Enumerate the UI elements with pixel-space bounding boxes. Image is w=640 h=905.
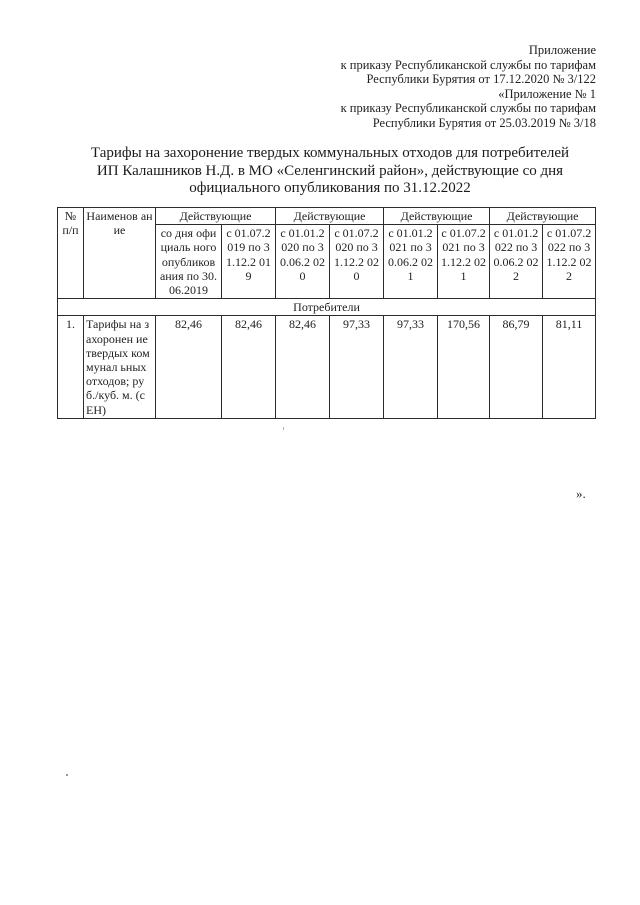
- group-header: Действующие: [384, 208, 490, 225]
- tariff-value: 81,11: [543, 316, 596, 418]
- row-name: Тарифы на захоронен ие твердых коммунал ьных отходов; руб./куб. м. (с ЕН): [84, 316, 156, 418]
- period-header: с 01.07.2 021 по 31.12.2 021: [438, 225, 490, 299]
- section-row: [58, 299, 596, 316]
- group-header: Действующие: [490, 208, 596, 225]
- tariff-value: 86,79: [490, 316, 543, 418]
- title-line: Тарифы на захоронение твердых коммунальных отходов для потребителей: [90, 145, 570, 161]
- table-row: [58, 316, 596, 418]
- appendix-line: к приказу Республиканской службы по тарифам: [340, 101, 596, 116]
- appendix-line: Республики Бурятия от 25.03.2019 № 3/18: [372, 115, 596, 130]
- title-line: ИП Калашников Н.Д. в МО «Селенгинский район», действующие со дня: [96, 162, 564, 179]
- tariff-value: 97,33: [384, 316, 438, 418]
- name-column-header: Наименов ание: [84, 208, 156, 299]
- tariff-value: 82,46: [156, 316, 222, 418]
- scan-speck: [66, 774, 68, 776]
- row-number: 1.: [58, 316, 84, 418]
- period-header: с 01.01.2 020 по 30.06.2 020: [276, 225, 330, 299]
- tariff-value: 97,33: [330, 316, 384, 418]
- period-header: с 01.01.2 021 по 30.06.2 021: [384, 225, 438, 299]
- tariff-value: 82,46: [222, 316, 276, 418]
- number-column-header: № п/п: [58, 208, 84, 299]
- tariff-table: [57, 207, 596, 419]
- appendix-line: «Приложение № 1: [498, 86, 596, 101]
- tariff-value: 82,46: [276, 316, 330, 418]
- title-line: официального опубликования по 31.12.2022: [189, 180, 471, 196]
- table-header-row: [58, 208, 596, 225]
- document-title: [60, 145, 600, 198]
- group-header: Действующие: [276, 208, 384, 225]
- period-header: с 01.07.2 019 по 31.12.2 019: [222, 225, 276, 299]
- appendix-line: Республики Бурятия от 17.12.2020 № 3/122: [366, 72, 596, 87]
- tariff-value: 170,56: [438, 316, 490, 418]
- closing-quote: ».: [576, 486, 586, 501]
- appendix-header: [341, 43, 596, 131]
- period-header: с 01.07.2 022 по 31.12.2 022: [543, 225, 596, 299]
- appendix-line: к приказу Республиканской службы по тарифам: [340, 57, 596, 72]
- period-header: со дня официаль ного опубликов ания по 30.06.2019: [156, 225, 222, 299]
- period-header: с 01.07.2 020 по 31.12.2 020: [330, 225, 384, 299]
- appendix-line: Приложение: [528, 43, 596, 57]
- consumers-section-label: Потребители: [58, 299, 596, 316]
- group-header: Действующие: [156, 208, 276, 225]
- period-header: с 01.01.2 022 по 30.06.2 022: [490, 225, 543, 299]
- scan-speck: [283, 427, 284, 430]
